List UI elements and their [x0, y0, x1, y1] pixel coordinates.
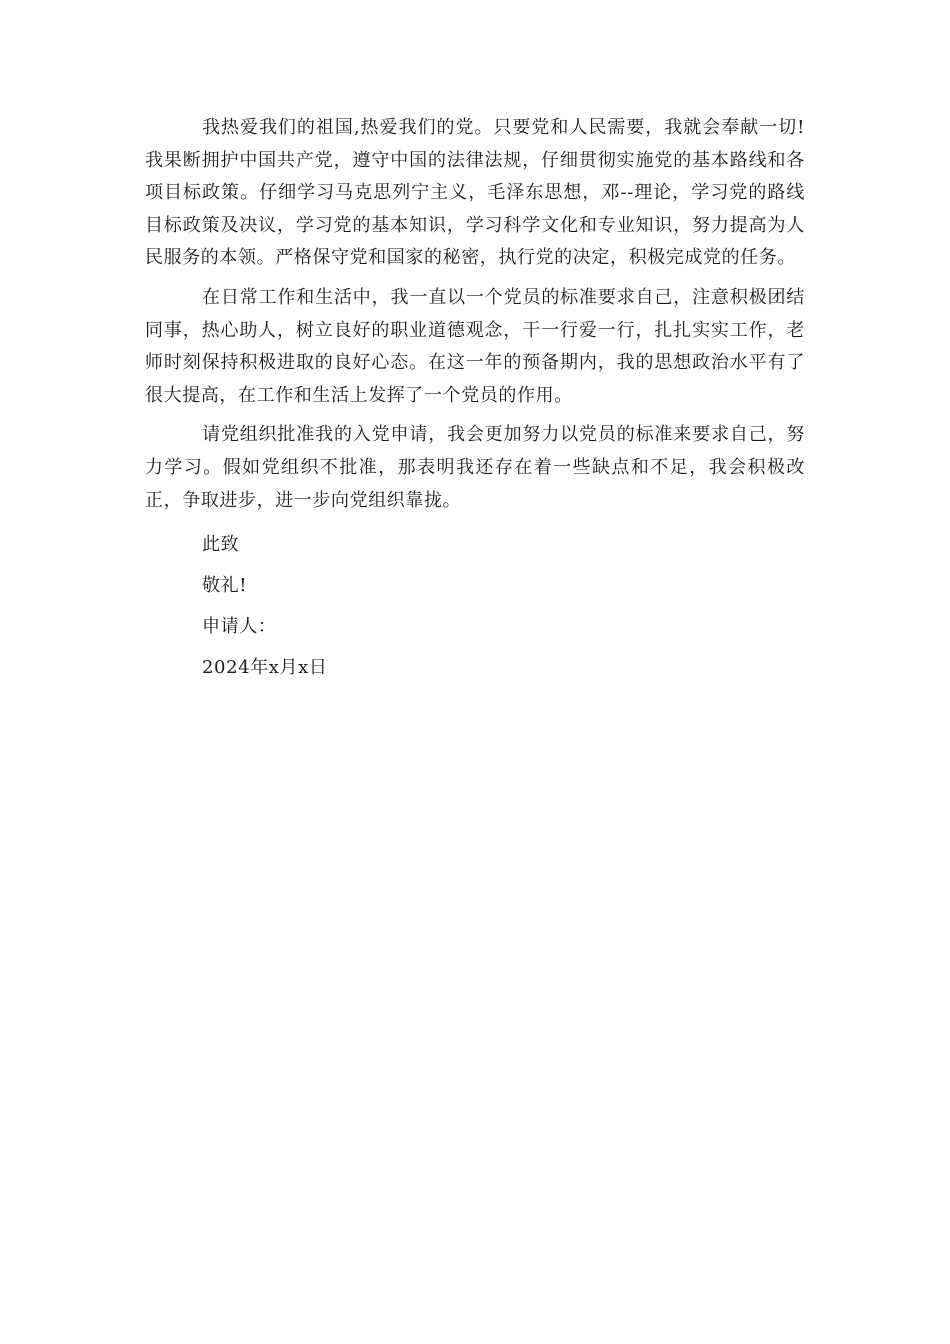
- paragraph-request: 请党组织批准我的入党申请，我会更加努力以党员的标准来要求自己，努力学习。假如党组织不批准，那表明我还存在着一些缺点和不足，我会积极改正，争取进步，进一步向党组织靠拢。: [145, 424, 805, 511]
- paragraph-loyalty: 我热爱我们的祖国,热爱我们的党。只要党和人民需要，我就会奉献一切!我果断拥护中国共产党，遵守中国的法律法规，仔细贯彻实施党的基本路线和各项目标政策。仔细学习马克思列宁主义，毛泽东思想，邓--理论，学习党的路线目标政策及决议，学习党的基本知识，学习科学文化和专业知识，努力提高为人民服务的本领。严格保守党和国家的秘密，执行党的决定，积极完成党的任务。: [145, 117, 805, 269]
- letter-body: [145, 112, 805, 682]
- regards-text: 敬礼!: [202, 575, 248, 597]
- salutation-text: 此致: [202, 534, 240, 556]
- paragraph-daily-work: 在日常工作和生活中，我一直以一个党员的标准要求自己，注意积极团结同事，热心助人，树立良好的职业道德观念，干一行爱一行，扎扎实实工作，老师时刻保持积极进取的良好心态。在这一年的预备期内，我的思想政治水平有了很大提高，在工作和生活上发挥了一个党员的作用。: [145, 286, 805, 406]
- applicant-label: 申请人：: [202, 616, 277, 638]
- date-text: 2024年x月x日: [202, 657, 328, 679]
